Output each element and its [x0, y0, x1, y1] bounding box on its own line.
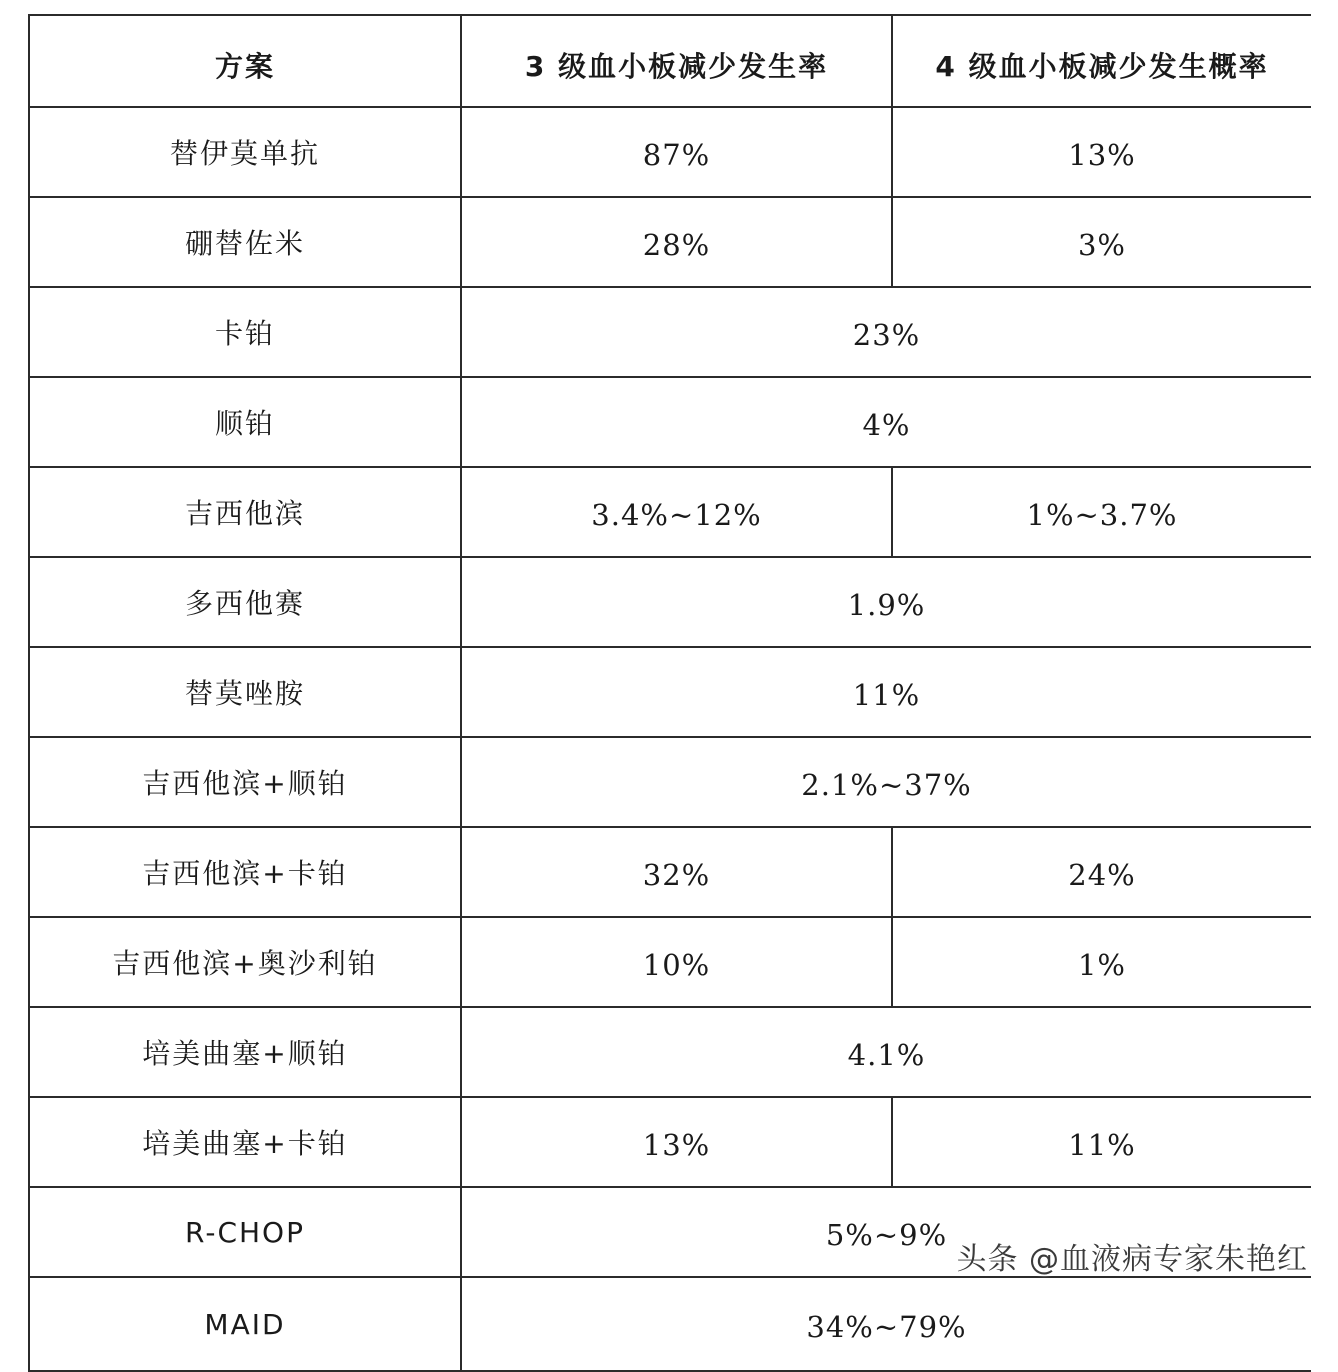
grade4-cell: 1%~3.7% [892, 467, 1311, 557]
regimen-cell: 培美曲塞+卡铂 [29, 1097, 461, 1187]
combined-rate-cell: 23% [461, 287, 1311, 377]
table-row [29, 467, 1311, 557]
thrombocytopenia-rates-table [28, 14, 1311, 1372]
combined-rate-cell: 34%~79% [461, 1277, 1311, 1371]
source-watermark: 头条 @血液病专家朱艳红 [956, 1242, 1308, 1277]
table-row [29, 107, 1311, 197]
grade3-cell: 13% [461, 1097, 892, 1187]
header-grade4-rate: 4 级血小板减少发生概率 [892, 15, 1311, 107]
regimen-cell: 替莫唑胺 [29, 647, 461, 737]
regimen-cell: 吉西他滨+奥沙利铂 [29, 917, 461, 1007]
table-row [29, 287, 1311, 377]
grade4-cell: 11% [892, 1097, 1311, 1187]
table-header-row [29, 15, 1311, 107]
table-row [29, 1007, 1311, 1097]
grade3-cell: 87% [461, 107, 892, 197]
combined-rate-cell: 1.9% [461, 557, 1311, 647]
grade4-cell: 1% [892, 917, 1311, 1007]
regimen-cell: 吉西他滨+卡铂 [29, 827, 461, 917]
regimen-cell: 多西他赛 [29, 557, 461, 647]
regimen-cell: 卡铂 [29, 287, 461, 377]
combined-rate-cell: 5%~9% [461, 1187, 1311, 1277]
regimen-cell: 吉西他滨 [29, 467, 461, 557]
regimen-cell: 培美曲塞+顺铂 [29, 1007, 461, 1097]
table-row [29, 1097, 1311, 1187]
combined-rate-cell: 4.1% [461, 1007, 1311, 1097]
table-row [29, 197, 1311, 287]
regimen-cell: 顺铂 [29, 377, 461, 467]
table-row [29, 1277, 1311, 1371]
regimen-cell: 替伊莫单抗 [29, 107, 461, 197]
regimen-cell: 硼替佐米 [29, 197, 461, 287]
grade3-cell: 32% [461, 827, 892, 917]
regimen-cell: MAID [29, 1277, 461, 1371]
grade3-cell: 3.4%~12% [461, 467, 892, 557]
table-row [29, 917, 1311, 1007]
regimen-cell: 吉西他滨+顺铂 [29, 737, 461, 827]
header-regimen: 方案 [29, 15, 461, 107]
grade3-cell: 28% [461, 197, 892, 287]
combined-rate-cell: 2.1%~37% [461, 737, 1311, 827]
header-grade3-rate: 3 级血小板减少发生率 [461, 15, 892, 107]
table-row [29, 647, 1311, 737]
grade4-cell: 13% [892, 107, 1311, 197]
table-row [29, 557, 1311, 647]
table-row [29, 827, 1311, 917]
grade4-cell: 3% [892, 197, 1311, 287]
combined-rate-cell: 11% [461, 647, 1311, 737]
regimen-cell: R-CHOP [29, 1187, 461, 1277]
grade4-cell: 24% [892, 827, 1311, 917]
table-row [29, 737, 1311, 827]
combined-rate-cell: 4% [461, 377, 1311, 467]
table-row [29, 377, 1311, 467]
grade3-cell: 10% [461, 917, 892, 1007]
